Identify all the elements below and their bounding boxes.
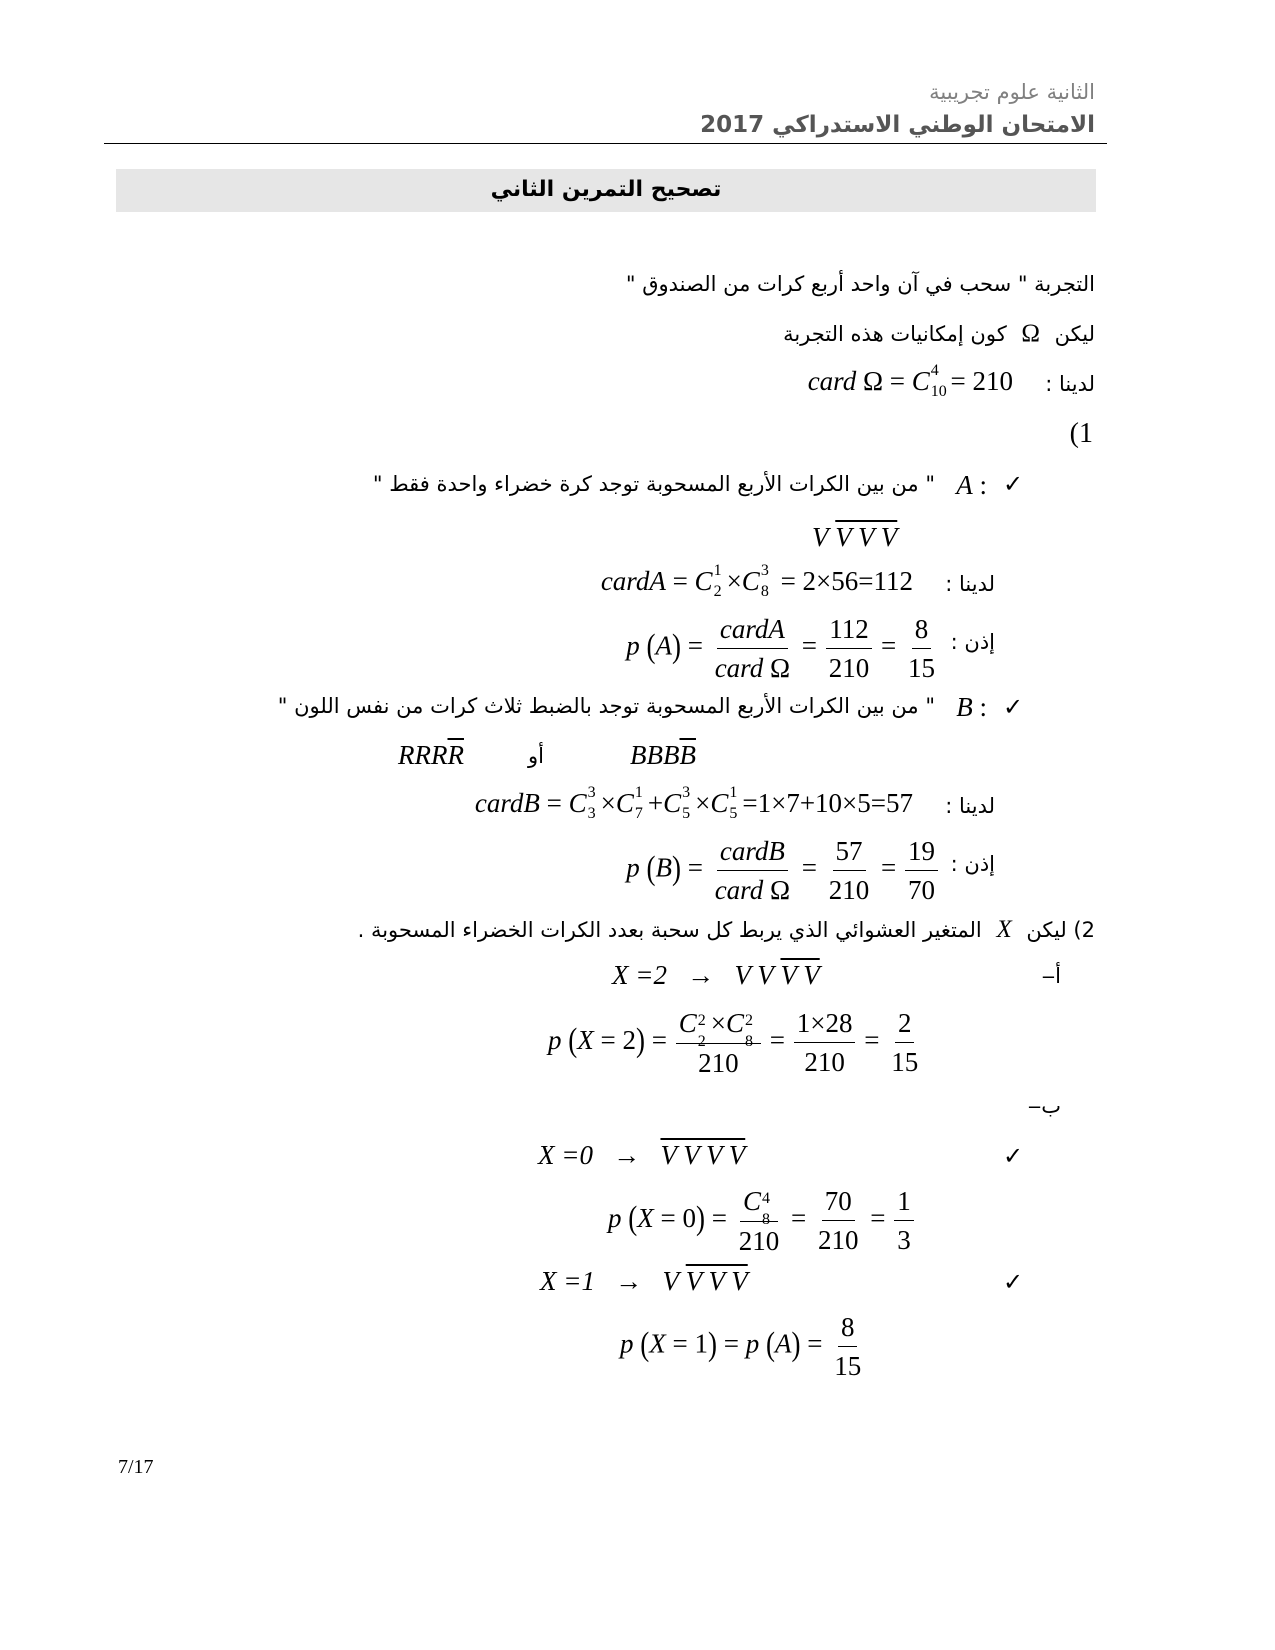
p0-res-num: 1: [894, 1184, 914, 1221]
section-title: تصحيح التمرين الثاني: [490, 177, 722, 202]
universe-pre: ليكن: [1054, 322, 1095, 346]
x1-outcome: X =1 → V V V V: [540, 1266, 748, 1296]
p-x2-formula: p (X = 2) = C 2 2 ×C 2 8 210 = $\frac{1\times 28}{210}$ = $\frac{2}{15}$: [548, 1006, 923, 1080]
pA-den: 210: [828, 653, 870, 683]
p0-num: 70: [822, 1184, 855, 1221]
x1-line: X =1: [540, 1266, 595, 1296]
q2-text-post: المتغير العشوائي الذي يربط كل سحبة بعدد الكرات الخضراء المسحوبة .: [357, 918, 982, 942]
p2-den: 210: [804, 1047, 845, 1078]
pB-num: 57: [833, 834, 866, 871]
ladayna-B-label: لدينا :: [945, 794, 995, 818]
check-icon: ✓: [1003, 470, 1024, 498]
event-A-outcome: V V V V: [812, 522, 898, 552]
card-B-value: =1×7+10×5=57: [742, 788, 913, 818]
p2-num: 1×28: [794, 1006, 856, 1043]
check-icon: ✓: [1003, 693, 1024, 721]
card-omega-value: 210: [972, 366, 1013, 396]
p-x0-formula: p (X = 0) = C 4 8 210 = $\frac{70}{210}$ = $\frac{1}{3}$: [608, 1184, 916, 1258]
check-icon: ✓: [1003, 1142, 1024, 1170]
p-x1-formula: p (X = 1) = p (A) = $\frac{8}{15}$: [620, 1310, 866, 1383]
x0-outcome: X =0 → V V V V: [538, 1140, 746, 1170]
x0-line: X =0: [538, 1140, 593, 1170]
part-a-label: أ‒: [1041, 964, 1061, 988]
q2-var: X: [996, 916, 1012, 943]
p-A-formula: p (A) = $\frac{\text{cardA}}{\text{card Ω}}$ = $\frac{112}{210}$ = $\frac{8}{15}$: [626, 612, 940, 685]
header-rule: [104, 143, 1107, 144]
q2-text-pre: ليكن: [1026, 918, 1067, 942]
event-A-text: " من بين الكرات الأربع المسحوبة توجد كرة خضراء واحدة فقط ": [372, 472, 935, 496]
universe-line: [783, 320, 1095, 348]
pB-res-num: 19: [905, 834, 938, 871]
ladayna-A-label: لدينا :: [945, 572, 995, 596]
omega-symbol: Ω: [1021, 320, 1040, 347]
universe-post: كون إمكانيات هذه التجربة: [783, 322, 1007, 346]
ladayna-label: لدينا :: [1045, 372, 1095, 396]
p0-res-den: 3: [897, 1225, 911, 1256]
idhan-B-label: إذن :: [950, 852, 995, 876]
pB-den: 210: [828, 875, 870, 905]
p1-res-num: 8: [838, 1310, 858, 1347]
q1-number: (1: [1069, 418, 1093, 449]
x2-outcome: X =2 → V V V V: [612, 960, 820, 990]
pB-res-den: 70: [908, 875, 935, 905]
check-icon: ✓: [1003, 1268, 1024, 1296]
q2-number: 2): [1073, 918, 1095, 942]
p-B-formula: p (B) = $\frac{\text{cardB}}{\text{card Ω}}$ = $\frac{57}{210}$ = $\frac{19}{70}$: [626, 834, 940, 907]
event-A-letter: A :: [956, 470, 987, 500]
part-b-label: ب‒: [1027, 1094, 1061, 1118]
idhan-A-label: إذن :: [950, 630, 995, 654]
pA-res-den: 15: [908, 653, 935, 683]
aw-label: أو: [528, 744, 544, 768]
page-number: 7/17: [118, 1456, 154, 1478]
p2-res-den: 15: [891, 1047, 919, 1078]
pA-num: 112: [826, 612, 872, 649]
event-B-outcome-B: $BBB\overline{B}$: [630, 740, 696, 770]
p1-res-den: 15: [834, 1351, 862, 1381]
card-B-formula: cardB = C 3 3 ×C 1 7 +C 3 5 ×C 1 5 =1×7+10×5=57: [474, 783, 913, 822]
event-B-text: " من بين الكرات الأربع المسحوبة توجد بالضبط ثلاث كرات من نفس اللون ": [277, 694, 935, 718]
header-subtitle: الثانية علوم تجريبية: [929, 80, 1095, 104]
experiment-text: التجربة " سحب في آن واحد أربع كرات من الصندوق ": [625, 272, 1095, 296]
event-B-outcome-R: $RRR\overline{R}$: [398, 740, 464, 770]
p2-res-num: 2: [895, 1006, 915, 1043]
card-A-value: 2×56=112: [802, 566, 913, 596]
q2-line: [358, 916, 1095, 944]
x2-line: X =2: [612, 960, 667, 990]
card-A-formula: cardA = C 1 2 ×C 3 8 = 2×56=112: [600, 561, 913, 600]
p0-den: 210: [817, 1225, 859, 1256]
card-omega-formula: card Ω = C 4 10 = 210: [807, 361, 1013, 400]
header-title: الامتحان الوطني الاستدراكي 2017: [700, 112, 1095, 138]
event-B-letter: B :: [956, 692, 987, 722]
pA-res-num: 8: [912, 612, 932, 649]
